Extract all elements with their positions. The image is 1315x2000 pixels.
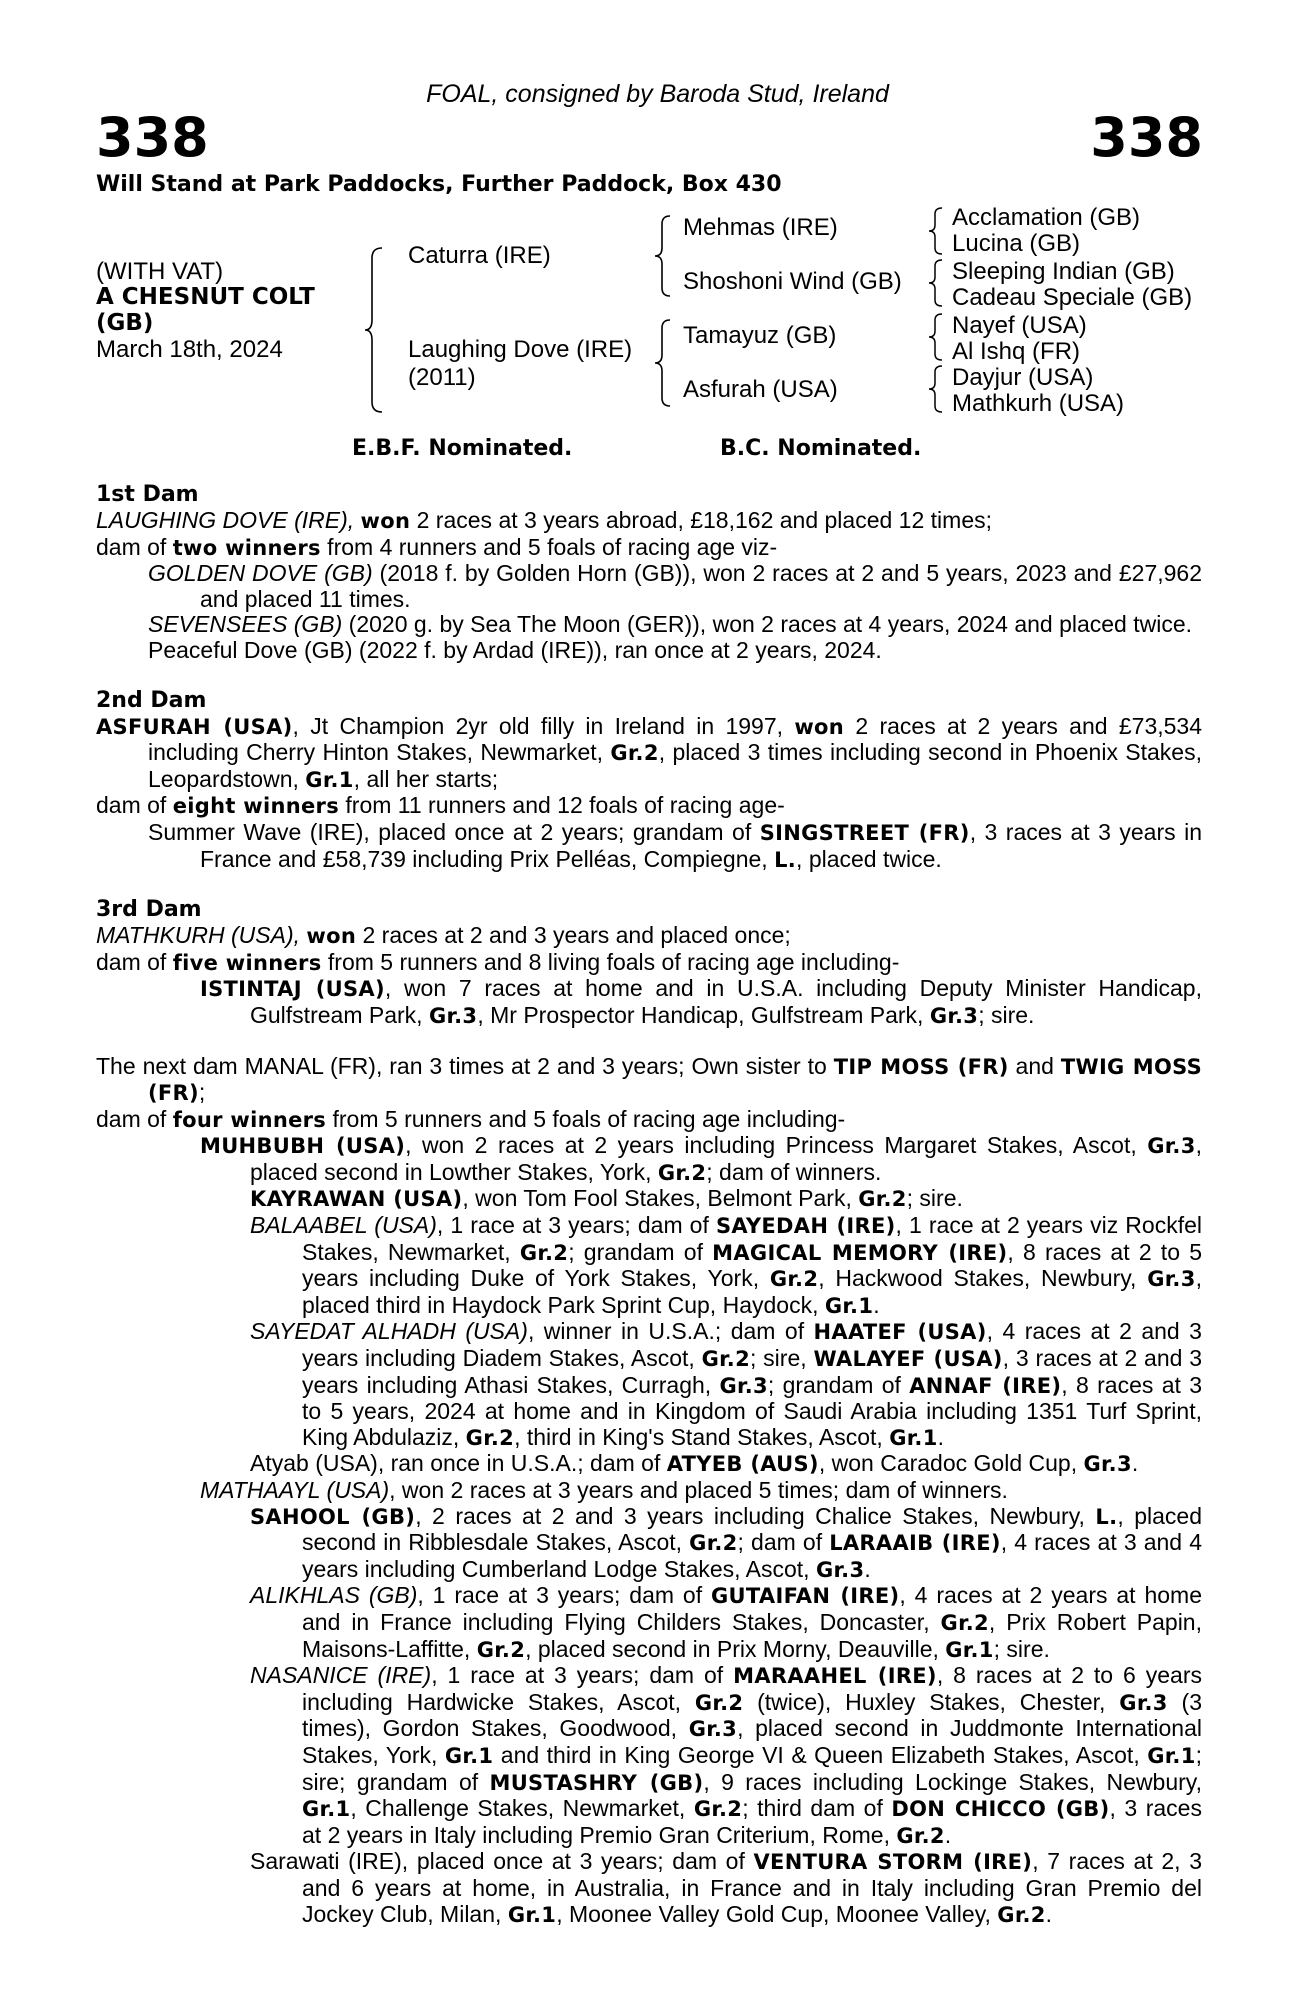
gen3-dds: Dayjur (USA) <box>952 364 1094 391</box>
pedigree-brace-gen3-1 <box>926 206 946 256</box>
gen3-sdd: Cadeau Speciale (GB) <box>952 284 1193 311</box>
next-dam-grand-offspring: KAYRAWAN (USA), won Tom Fool Stakes, Belmont Park, Gr.2; sire. <box>250 1185 963 1212</box>
bc-nomination: B.C. Nominated. <box>720 436 922 461</box>
next-dam-grand-offspring: BALAABEL (USA), 1 race at 3 years; dam of SAYEDAH (IRE), 1 race at 2 years viz Rockfel Stakes, Newmarket, Gr.2; grandam of MAGICAL MEMORY (IRE), 8 races at 2 to 5 years including Duke of York Stakes, York, Gr.2, Hackwood Stakes, Newbury, Gr.3, placed third in Haydock Park Sprint Cup, Haydock, Gr.1. <box>250 1212 1202 1318</box>
second-dam-line: ASFURAH (USA), Jt Champion 2yr old filly in Ireland in 1997, won 2 races at 2 years and £73,534 including Cherry Hinton Stakes, Newmarket, Gr.2, placed 3 times including second in Phoenix Stakes, Leopardstown, Gr.1, all her starts; <box>96 712 1203 792</box>
sire-sire: Mehmas (IRE) <box>683 214 838 241</box>
next-dam-grand-offspring: ALIKHLAS (GB), 1 race at 3 years; dam of GUTAIFAN (IRE), 4 races at 2 years at home and in France including Flying Childers Stakes, Doncaster, Gr.2, Prix Robert Papin, Maisons-Laffitte, Gr.2, placed second in Prix Morny, Deauville, Gr.1; sire. <box>250 1582 1202 1662</box>
catalogue-text <box>96 482 1202 1928</box>
gen3-sds: Sleeping Indian (GB) <box>952 258 1175 285</box>
dam-sire: Tamayuz (GB) <box>683 322 837 349</box>
third-dam-heading: 3rd Dam <box>96 897 202 923</box>
pedigree-brace-dam <box>652 318 674 408</box>
gen3-dsd: Al Ishq (FR) <box>952 338 1081 365</box>
pedigree-brace-gen3-2 <box>926 258 946 308</box>
next-dam-offspring: MATHAAYL (USA), won 2 races at 3 years and placed 5 times; dam of winners. <box>200 1477 1008 1503</box>
gen3-dss: Nayef (USA) <box>952 312 1087 339</box>
consignment-line: FOAL, consigned by Baroda Stud, Ireland <box>426 80 889 108</box>
next-dam-offspring: MUHBUBH (USA), won 2 races at 2 years including Princess Margaret Stakes, Ascot, Gr.3, placed second in Lowther Stakes, York, Gr.2; dam of winners. <box>200 1132 1202 1185</box>
third-dam-offspring: ISTINTAJ (USA), won 7 races at home and in U.S.A. including Deputy Minister Handicap, Gulfstream Park, Gr.3, Mr Prospector Handicap, Gulfstream Park, Gr.3; sire. <box>200 975 1202 1028</box>
foaling-date: March 18th, 2024 <box>96 336 283 363</box>
first-dam-offspring: Peaceful Dove (GB) (2022 f. by Ardad (IRE)), ran once at 2 years, 2024. <box>148 636 882 663</box>
next-dam-line: The next dam MANAL (FR), ran 3 times at 2 and 3 years; Own sister to TIP MOSS (FR) and TWIG MOSS (FR); <box>96 1052 1203 1106</box>
first-dam-offspring: SEVENSEES (GB) (2020 g. by Sea The Moon (GER)), won 2 races at 4 years, 2024 and placed twice. <box>148 611 1193 638</box>
gen3-ddd: Mathkurh (USA) <box>952 390 1125 417</box>
pedigree-brace-main <box>362 246 386 414</box>
horse-name: A CHESNUT COLT <box>96 284 315 310</box>
second-dam-produce-summary: dam of eight winners from 11 runners and 12 foals of racing age- <box>96 792 785 819</box>
dam-year: (2011) <box>408 364 476 391</box>
next-dam-grand-offspring: SAHOOL (GB), 2 races at 2 and 3 years including Chalice Stakes, Newbury, L., placed second in Ribblesdale Stakes, Ascot, Gr.2; dam of LARAAIB (IRE), 4 races at 3 and 4 years including Cumberland Lodge Stakes, Ascot, Gr.3. <box>250 1502 1203 1582</box>
second-dam-heading: 2nd Dam <box>96 687 207 713</box>
pedigree-brace-gen3-3 <box>926 312 946 362</box>
first-dam-heading: 1st Dam <box>96 482 199 507</box>
vat-note: (WITH VAT) <box>96 258 224 285</box>
first-dam-line: LAUGHING DOVE (IRE), won 2 races at 3 years abroad, £18,162 and placed 12 times; <box>96 507 992 533</box>
pedigree-brace-gen3-4 <box>926 364 946 414</box>
next-dam-grand-offspring: Sarawati (IRE), placed once at 3 years; dam of VENTURA STORM (IRE), 7 races at 2, 3 and 6 years at home, in Australia, in France and in Italy including Gran Premio del Jockey Club, Milan, Gr.1, Moonee Valley Gold Cup, Moonee Valley, Gr.2. <box>250 1848 1202 1927</box>
lot-number-right: 338 <box>1090 106 1203 169</box>
horse-name-country: (GB) <box>96 310 154 336</box>
next-dam-grand-offspring: NASANICE (IRE), 1 race at 3 years; dam of MARAAHEL (IRE), 8 races at 2 to 6 years including Hardwicke Stakes, Ascot, Gr.2 (twice), Huxley Stakes, Chester, Gr.3 (3 times), Gordon Stakes, Goodwood, Gr.3, placed second in Juddmonte International Stakes, York, Gr.1 and third in King George VI & Queen Elizabeth Stakes, Ascot, Gr.1; sire; grandam of MUSTASHRY (GB), 9 races including Lockinge Stakes, Newbury, Gr.1, Challenge Stakes, Newmarket, Gr.2; third dam of DON CHICCO (GB), 3 races at 2 years in Italy including Premio Gran Criterium, Rome, Gr.2. <box>250 1662 1203 1848</box>
gen3-sss: Acclamation (GB) <box>952 204 1141 231</box>
dam-dam: Asfurah (USA) <box>683 376 838 403</box>
first-dam-offspring: GOLDEN DOVE (GB) (2018 f. by Golden Horn (GB)), won 2 races at 2 and 5 years, 2023 and £27,962 and placed 11 times. <box>148 560 1202 612</box>
next-dam-grand-offspring: Atyab (USA), ran once in U.S.A.; dam of ATYEB (AUS), won Caradoc Gold Cup, Gr.3. <box>250 1450 1139 1477</box>
lot-number-left: 338 <box>96 106 209 169</box>
next-dam-grand-offspring: SAYEDAT ALHADH (USA), winner in U.S.A.; dam of HAATEF (USA), 4 races at 2 and 3 years including Diadem Stakes, Ascot, Gr.2; sire, WALAYEF (USA), 3 races at 2 and 3 years including Athasi Stakes, Curragh, Gr.3; grandam of ANNAF (IRE), 8 races at 3 to 5 years, 2024 at home and in Kingdom of Saudi Arabia including 1351 Turf Sprint, King Abdulaziz, Gr.2, third in King's Stand Stakes, Ascot, Gr.1. <box>250 1318 1202 1450</box>
third-dam-produce-summary: dam of five winners from 5 runners and 8 living foals of racing age including- <box>96 948 900 975</box>
sire-name: Caturra (IRE) <box>408 242 551 269</box>
dam-name: Laughing Dove (IRE) <box>408 336 633 363</box>
ebf-nomination: E.B.F. Nominated. <box>352 436 573 461</box>
first-dam-produce-summary: dam of two winners from 4 runners and 5 foals of racing age viz- <box>96 533 778 560</box>
sire-dam: Shoshoni Wind (GB) <box>683 268 902 295</box>
pedigree-brace-sire <box>652 214 674 298</box>
second-dam-offspring: Summer Wave (IRE), placed once at 2 years; grandam of SINGSTREET (FR), 3 races at 3 years in France and £58,739 including Prix Pelléas, Compiegne, L., placed twice. <box>148 818 1202 872</box>
next-dam-produce-summary: dam of four winners from 5 runners and 5 foals of racing age including- <box>96 1105 846 1132</box>
third-dam-line: MATHKURH (USA), won 2 races at 2 and 3 years and placed once; <box>96 922 791 949</box>
gen3-ssd: Lucina (GB) <box>952 230 1081 257</box>
stand-location: Will Stand at Park Paddocks, Further Paddock, Box 430 <box>96 172 782 197</box>
